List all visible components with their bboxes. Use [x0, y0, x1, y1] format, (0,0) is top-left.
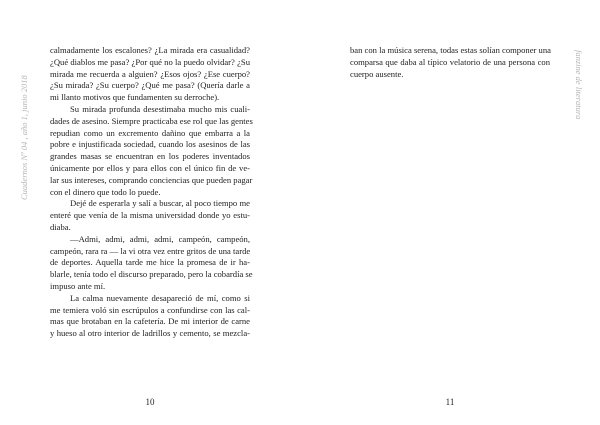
text-line: comparsa que daba al típico velatorio de una persona con: [350, 56, 550, 67]
right-text-column: [350, 45, 550, 80]
text-line: cuerpo ausente.: [350, 68, 404, 79]
text-line: lar sus intereses, comprando conciencias que pueden pagar: [50, 174, 253, 185]
text-line: repudian como un excremento dañino que embarra a la: [50, 127, 250, 138]
text-line: Dejé de esperarla y salí a buscar, al poco tiempo me: [70, 198, 250, 209]
text-line: ¿Su mirada? ¿Su cuerpo? ¿Qué me pasa? (Quería darle a: [50, 80, 250, 91]
paragraph: [50, 45, 250, 104]
left-text-column: [50, 45, 253, 340]
page-number-right: 11: [445, 397, 455, 407]
text-line: dades de asesino. Siempre practicaba ese rol que las gentes: [50, 115, 253, 126]
text-line: mirada me recuerda a alguien? ¿Esos ojos? ¿Ese cuerpo?: [50, 68, 250, 79]
text-line: Su mirada profunda desestimaba mucho mis cuali-: [70, 103, 250, 114]
text-line: me temiera voló sin escrúpulos a confundirse con las cal-: [50, 304, 250, 315]
text-line: La calma nuevamente desapareció de mí, como si: [70, 292, 250, 303]
running-header-right: fanzine de literatura: [574, 50, 584, 120]
right-page: [300, 0, 600, 425]
text-line: campeón, rara ra — la vi otra vez entre gritos de una tarde: [50, 245, 251, 256]
running-header-left: Cuadernos Nº 04 , año 1, junio 2018: [19, 75, 29, 200]
paragraph: [50, 293, 250, 340]
paragraph: [50, 103, 253, 198]
text-line: mi llanto motivos que fundamenten su derroche).: [50, 92, 220, 103]
text-line: grandes masas se encuentran en los poderes inventados: [50, 151, 250, 162]
paragraph: [50, 198, 250, 233]
text-line: de deportes. Aquella tarde me hice la promesa de ir ha-: [50, 257, 250, 268]
text-line: calmadamente los escalones? ¿La mirada era casualidad?: [50, 45, 250, 55]
text-line: —Admi, admi, admi, admi, campeón, campeón,: [70, 233, 250, 244]
text-line: mas que brotaban en la cafetería. De mi interior de carne: [50, 316, 250, 327]
text-line: ¿Qué diablos me pasa? ¿Por qué no la puedo olvidar? ¿Su: [50, 56, 250, 67]
text-line: blarle, tenía todo el discurso preparado, pero la cobardía se: [50, 269, 253, 280]
text-line: ban con la música serena, todas estas solían componer una: [350, 45, 551, 55]
text-line: pobre e injustificada sociedad, cuando los asesinos de las: [50, 139, 250, 150]
text-line: y hueso al otro interior de ladrillos y cemento, se mezcla-: [50, 328, 250, 339]
text-line: impuso ante mí.: [50, 280, 106, 291]
paragraph: [350, 45, 550, 80]
text-line: enteré que venía de la misma universidad donde yo estu-: [50, 210, 250, 221]
paragraph: [50, 233, 253, 293]
text-line: únicamente por ellos y para ellos con el único fin de ve-: [50, 162, 250, 173]
text-line: con el dinero que todo lo puede.: [50, 186, 161, 197]
text-line: diaba.: [50, 221, 71, 232]
page-number-left: 10: [145, 397, 155, 407]
